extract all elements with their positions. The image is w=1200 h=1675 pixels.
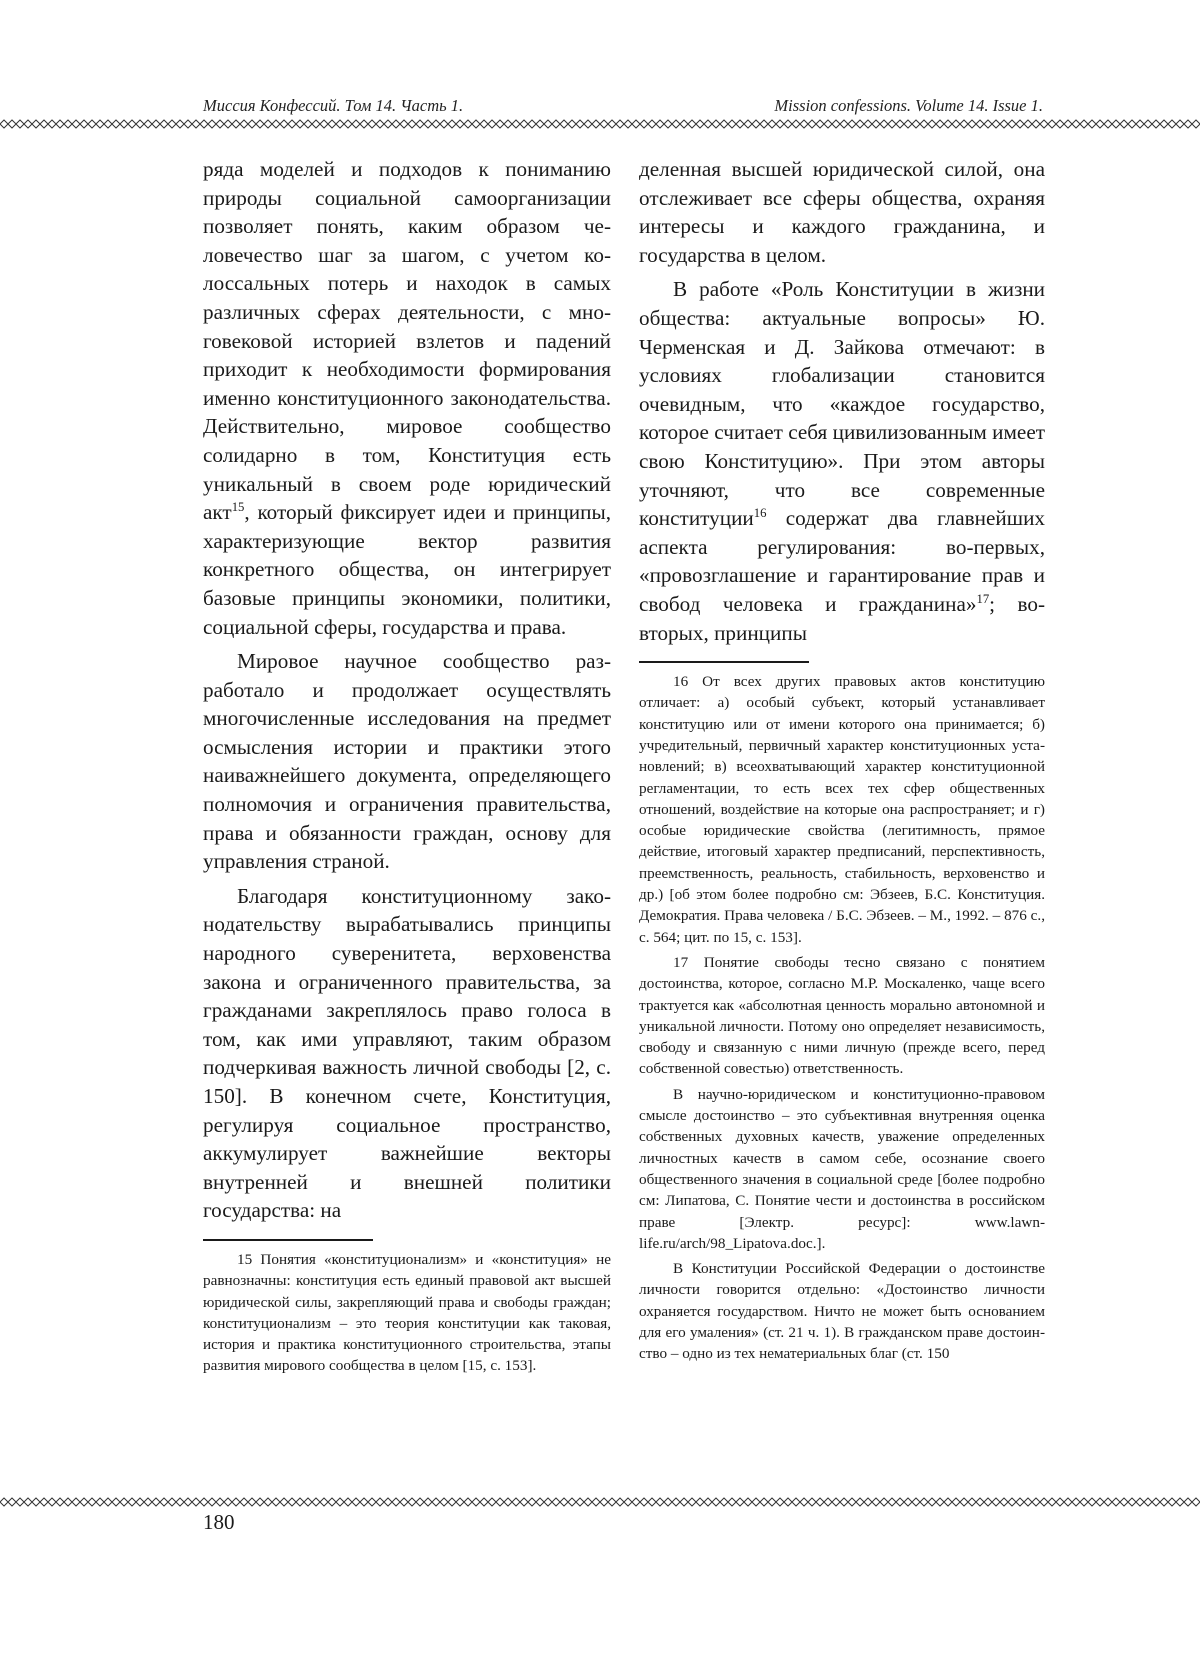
bottom-ornament-border xyxy=(0,1496,1200,1508)
body-paragraph: В работе «Роль Конституции в жизни общества: актуальные вопросы» Ю. Черменская и Д. Зайкова отмечают: в условиях глобализации становится очевидным, что «каждое государство, которое считает себя цивилизованным имеет свою Конституцию». При этом авторы уточняют, что все современные конституции$^{16}$ содержат два главнейших аспекта регулирования: во-первых, «провозглашение и гарантирование прав и свобод человека и гражданина»$^{17}$; во-вторых, принципы xyxy=(639,277,1045,645)
body-paragraph: Мировое научное сообщество разработало и продолжает осуществлять многочисленные исследования на предмет осмысления истории и практики этого наиважнейшего документа, определяющего полномочия и ограничения правительства, права и обязанности граждан, основу для управления страной. xyxy=(203,649,611,874)
page-number: 180 xyxy=(203,1510,235,1534)
footnote-ref-16[interactable]: 16 xyxy=(753,506,767,521)
body-paragraph: ряда моделей и подходов к пониманию природы социальной самоорганизации позволяет понять, каким образом человечество шаг за шагом, с учетом колоссальных потерь и находок в самых различных сферах деятельности, с многовековой историей взлетов и падений приходит к необходимости формирования именно конституционного законодательства. Действительно, мировое сообщество солидарно в том, Конституция есть уникальный в своем роде юридический акт$^{15}$, который фиксирует идеи и принципы, характеризующие вектор развития конкретного общества, он интегрирует базовые принципы экономики, политики, социальной сферы, государства и права. xyxy=(203,157,611,639)
footnote-ref-17[interactable]: 17 xyxy=(976,591,990,606)
left-column xyxy=(203,155,611,1377)
header-journal-en: Mission confessions. Volume 14. Issue 1. xyxy=(774,96,1043,115)
body-paragraph: Благодаря конституционному законодательству вырабатывались принципы народного суверенитета, верховенства закона и ограниченного правительства, за гражданами закреплялось право голоса в том, как ими управляют, таким образом подчеркивая важность личной свободы [2, с. 150]. В конечном счете, Конституция, регулируя социальное пространство, аккумулирует важнейшие векторы внутренней и внешней политики государства: на xyxy=(203,883,611,1223)
header-journal-ru: Миссия Конфессий. Том 14. Часть 1. xyxy=(203,96,464,115)
footnote-17: 17 Понятие свободы тесно связано с понятием достоинства, которое, согласно М.Р. Москаленко, чаще всего трактуется как «абсолютная ценность морально автономной и уникальной личности. Потому оно определяет независимость, свободу и связанную с ними личную (прежде всего, перед собственной совестью) ответственность. xyxy=(639,953,1045,1078)
footnote-divider xyxy=(203,1239,373,1241)
footnote-17-continued: В научно-юридическом и конституционно-правовом смысле достоинство – это субъективная внутренняя оценка собственных духовных качеств, уважение определенных личностных качеств в самом себе, осознание своего общественного значения в социальной среде [более подробно см: Липатова, С. Понятие чести и достоинства в российском праве [Электр. ресурс]: www.lawnlife.ru/arch/98_Lipatova.doc.]. xyxy=(639,1085,1045,1252)
footnote-16: 16 От всех других правовых актов конституцию отличает: а) особый субъект, который устанавливает конституцию или от имени которого она принимается; б) учредительный, первичный характер конституционных установлений; в) всеохватывающий характер конституционной регламентации, то есть всех тех сфер общественных отношений, воздействие на которые она распространяет; и г) особые юридические свойства (легитимность, прямое действие, итоговый характер предписаний, перспективность, преемственность, реальность, стабильность, верховенство и др.) [об этом более подробно см: Эбзеев, Б.С. Конституция. Демократия. Права человека / Б.С. Эбзеев. – М., 1992. – 876 с., с. 564; цит. по 15, с. 153]. xyxy=(639,673,1045,946)
footnote-divider xyxy=(639,661,809,663)
footnote-17-continued: В Конституции Российской Федерации о достоинстве личности говорится отдельно: «Достоинство личности охраняется государством. Ничто не может быть основанием для его умаления» (ст. 21 ч. 1). В гражданском праве достоинство – одно из тех нематериальных благ (ст. 150 xyxy=(639,1260,1045,1363)
footnote-15: 15 Понятия «конституционализм» и «конституция» не равнозначны: конституция есть единый правовой акт высшей юридической силы, закрепляющий права и свободы граждан; конституционализм – это теория конституции как таковая, история и практика конституционного строительства, этапы развития мирового сообщества в целом [15, с. 153]. xyxy=(203,1250,611,1375)
footnote-ref-15[interactable]: 15 xyxy=(231,500,245,515)
running-header xyxy=(203,96,1043,120)
right-column xyxy=(639,155,1045,1365)
body-paragraph: деленная высшей юридической силой, она отслеживает все сферы общества, охраняя интересы и каждого гражданина, и государства в целом. xyxy=(639,157,1045,267)
